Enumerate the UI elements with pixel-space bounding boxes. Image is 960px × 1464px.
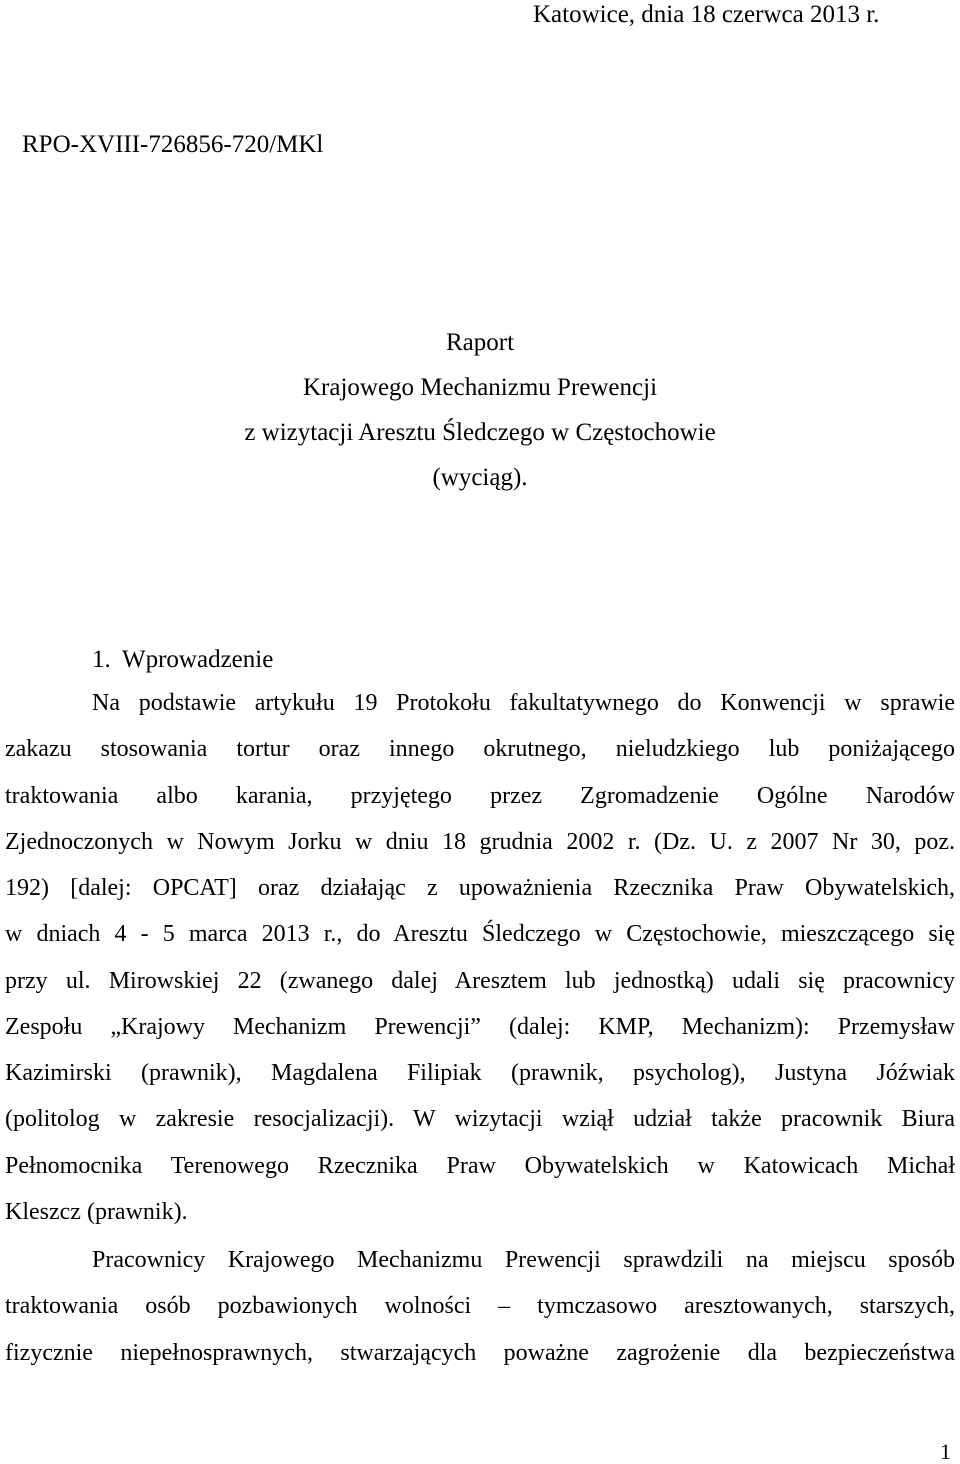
title-line-3: z wizytacji Aresztu Śledczego w Częstochowie [244, 419, 716, 446]
report-title [0, 320, 960, 500]
title-line-4: (wyciąg). [432, 464, 528, 491]
paragraph-line: Pełnomocnika Terenowego Rzecznika Praw Obywatelskich w Katowicach Michał [5, 1152, 955, 1179]
section-number: 1. [92, 646, 111, 673]
place-and-date: Katowice, dnia 18 czerwca 2013 r. [533, 1, 880, 28]
paragraph-line: traktowania osób pozbawionych wolności – tymczasowo aresztowanych, starszych, [5, 1293, 955, 1320]
paragraph-line: Zespołu „Krajowy Mechanizm Prewencji” (dalej: KMP, Mechanizm): Przemysław [5, 1013, 955, 1040]
paragraph-line: 192) [dalej: OPCAT] oraz działając z upoważnienia Rzecznika Praw Obywatelskich, [5, 875, 955, 901]
paragraph-line: zakazu stosowania tortur oraz innego okrutnego, nieludzkiego lub poniżającego [5, 736, 955, 763]
paragraph-line: w dniach 4 - 5 marca 2013 r., do Aresztu Śledczego w Częstochowie, mieszczącego się [5, 921, 955, 948]
section-heading [92, 645, 273, 675]
paragraph-line: Kleszcz (prawnik). [5, 1198, 188, 1225]
title-line-1: Raport [445, 329, 515, 356]
paragraph-line: (politolog w zakresie resocjalizacji). W wizytacji wziął udział także pracownik Biura [5, 1106, 955, 1133]
paragraph-line: traktowania albo karania, przyjętego przez Zgromadzenie Ogólne Narodów [5, 782, 955, 809]
paragraph-inspection [5, 1245, 955, 1384]
paragraph-line: przy ul. Mirowskiej 22 (zwanego dalej Aresztem lub jednostką) udali się pracownicy [5, 967, 955, 994]
paragraph-line: Zjednoczonych w Nowym Jorku w dniu 18 grudnia 2002 r. (Dz. U. z 2007 Nr 30, poz. [5, 828, 955, 855]
paragraph-line: Na podstawie artykułu 19 Protokołu fakultatywnego do Konwencji w sprawie [92, 690, 955, 716]
paragraph-line: Kazimirski (prawnik), Magdalena Filipiak (prawnik, psycholog), Justyna Jóźwiak [5, 1060, 955, 1086]
title-line-2: Krajowego Mechanizmu Prewencji [302, 374, 658, 401]
paragraph-introduction [5, 688, 955, 1243]
reference-number: RPO-XVIII-726856-720/MKl [22, 131, 324, 158]
page-number: 1 [940, 1439, 951, 1464]
paragraph-line: Pracownicy Krajowego Mechanizmu Prewencji sprawdzili na miejscu sposób [92, 1247, 955, 1273]
paragraph-line: fizycznie niepełnosprawnych, stwarzających poważne zagrożenie dla bezpieczeństwa [5, 1339, 955, 1366]
section-title: Wprowadzenie [122, 646, 274, 673]
